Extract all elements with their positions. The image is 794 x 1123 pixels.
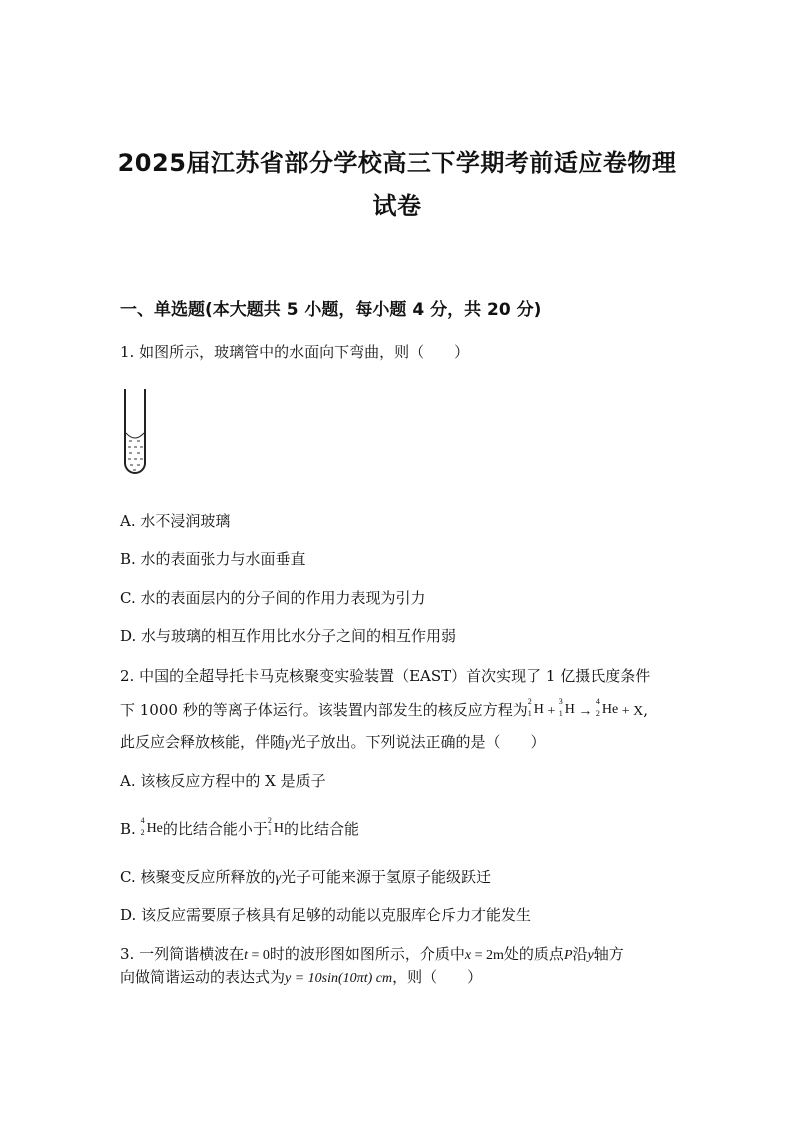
q3-line1: 3. 一列简谐横波在t = 0时的波形图如图所示，介质中x = 2m处的质点P沿y轴方 — [120, 945, 624, 963]
tritium: 3 1 H — [558, 697, 575, 718]
helium: 4 2 He — [140, 816, 163, 837]
q1-stem: 1. 如图所示，玻璃管中的水面向下弯曲，则（ ） — [120, 343, 470, 361]
q3-line2: 向做简谐运动的表达式为y = 10sin(10πt) cm，则（ ） — [120, 968, 483, 986]
q1-option-c: C. 水的表面层内的分子间的作用力表现为引力 — [120, 589, 426, 607]
water-meniscus — [126, 433, 144, 438]
q1-option-d: D. 水与玻璃的相互作用比水分子之间的相互作用弱 — [120, 627, 457, 645]
q2-option-d: D. 该反应需要原子核具有足够的动能以克服库仑斥力才能发生 — [120, 906, 532, 924]
q2-line2-text: 下 1000 秒的等离子体运行。该装置内部发生的核反应方程为 — [120, 701, 528, 719]
q2-option-a: A. 该核反应方程中的 X 是质子 — [120, 772, 326, 790]
test-tube-figure — [115, 385, 155, 485]
test-tube-outline — [125, 389, 145, 473]
water-hatching — [128, 441, 143, 470]
nuclear-equation: 2 1 H + 3 1 H → 4 2 He + X — [527, 697, 644, 719]
q1-option-b: B. 水的表面张力与水面垂直 — [120, 550, 306, 568]
q2-line3: 此反应会释放核能，伴随γ光子放出。下列说法正确的是（ ） — [120, 733, 546, 751]
q2-option-b: B. 4 2 He的比结合能小于 2 1 H的比结合能 — [120, 816, 360, 838]
q2-option-c: C. 核聚变反应所释放的γ光子可能来源于氢原子能级跃迁 — [120, 868, 492, 886]
deuterium: 2 1 H — [527, 697, 544, 718]
q2-line2: 下 1000 秒的等离子体运行。该装置内部发生的核反应方程为 2 1 H + 3 1 H → 4 2 He + X, — [120, 697, 648, 719]
page-title-line1: 2025届江苏省部分学校高三下学期考前适应卷物理 — [117, 149, 677, 177]
page-title-line2: 试卷 — [372, 192, 422, 220]
helium: 4 2 He — [595, 697, 619, 718]
q2-line1: 2. 中国的全超导托卡马克核聚变实验装置（EAST）首次实现了 1 亿摄氏度条件 — [120, 667, 651, 685]
q1-option-a: A. 水不浸润玻璃 — [120, 512, 231, 530]
section-heading: 一、单选题(本大题共 5 小题，每小题 4 分，共 20 分) — [120, 300, 542, 320]
deuterium: 2 1 H — [267, 816, 285, 837]
